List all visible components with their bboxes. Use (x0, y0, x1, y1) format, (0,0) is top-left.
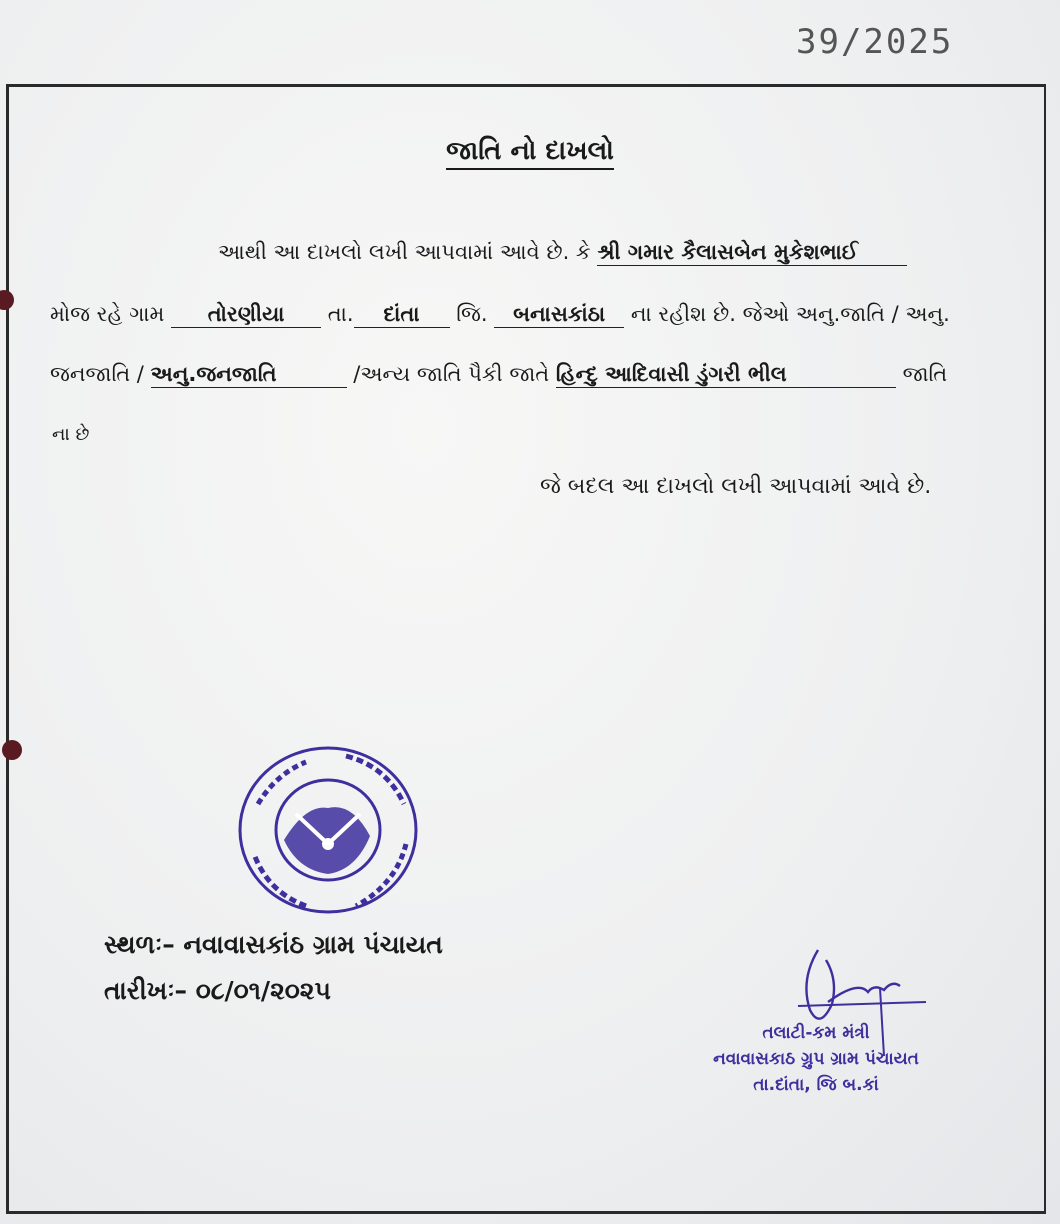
closing-line: જે બદલ આ દાખલો લખી આપવામાં આવે છે. (540, 474, 932, 499)
signatory-office: નવાવાસકાઠ ગ્રુપ ગ્રામ પંચાયત (713, 1049, 919, 1069)
applicant-name: શ્રી ગમાર કૈલાસબેન મુકેશભાઈ (597, 240, 907, 266)
body-line-4: ના છે (52, 424, 90, 445)
caste-field: હિન્દુ આદિવાસી ડુંગરી ભીલ (556, 362, 896, 388)
signatory-designation: તલાટી-કમ મંત્રી (762, 1023, 870, 1043)
date-line: તારીખઃ– ૦૮/૦૧/૨૦૨૫ (104, 976, 331, 1005)
village-field: તોરણીયા (171, 302, 321, 328)
body-line-2: મોજ રહે ગામ તોરણીયા તા. દાંતા જિ. બનાસકાંઠા ના રહીશ છે. જેઓ અનુ.જાતિ / અનુ. (50, 302, 950, 326)
body-line-1: આથી આ દાખલો લખી આપવામાં આવે છે. કે શ્રી ગમાર કૈલાસબેન મુકેશભાઈ (218, 240, 907, 266)
signatory-stamp (676, 1020, 956, 1098)
category-field: અનુ.જનજાતિ (151, 362, 347, 388)
document-title: જાતિ નો દાખલો (0, 136, 1060, 167)
district-field: બનાસકાંઠા (494, 302, 624, 328)
punch-hole (2, 740, 22, 760)
body-line-3: જનજાતિ / અનુ.જનજાતિ /અન્ય જાતિ પૈકી જાતે હિન્દુ આદિવાસી ડુંગરી ભીલ જાતિ (50, 362, 948, 386)
taluka-field: દાંતા (354, 302, 450, 328)
place-line: સ્થળઃ– નવાવાસકાંઠ ગ્રામ પંચાયત (104, 930, 443, 959)
reference-number: 39/2025 (796, 22, 954, 62)
panchayat-seal (236, 744, 420, 916)
signatory-location: તા.દાંતા, જિ બ.કાં (753, 1075, 879, 1095)
